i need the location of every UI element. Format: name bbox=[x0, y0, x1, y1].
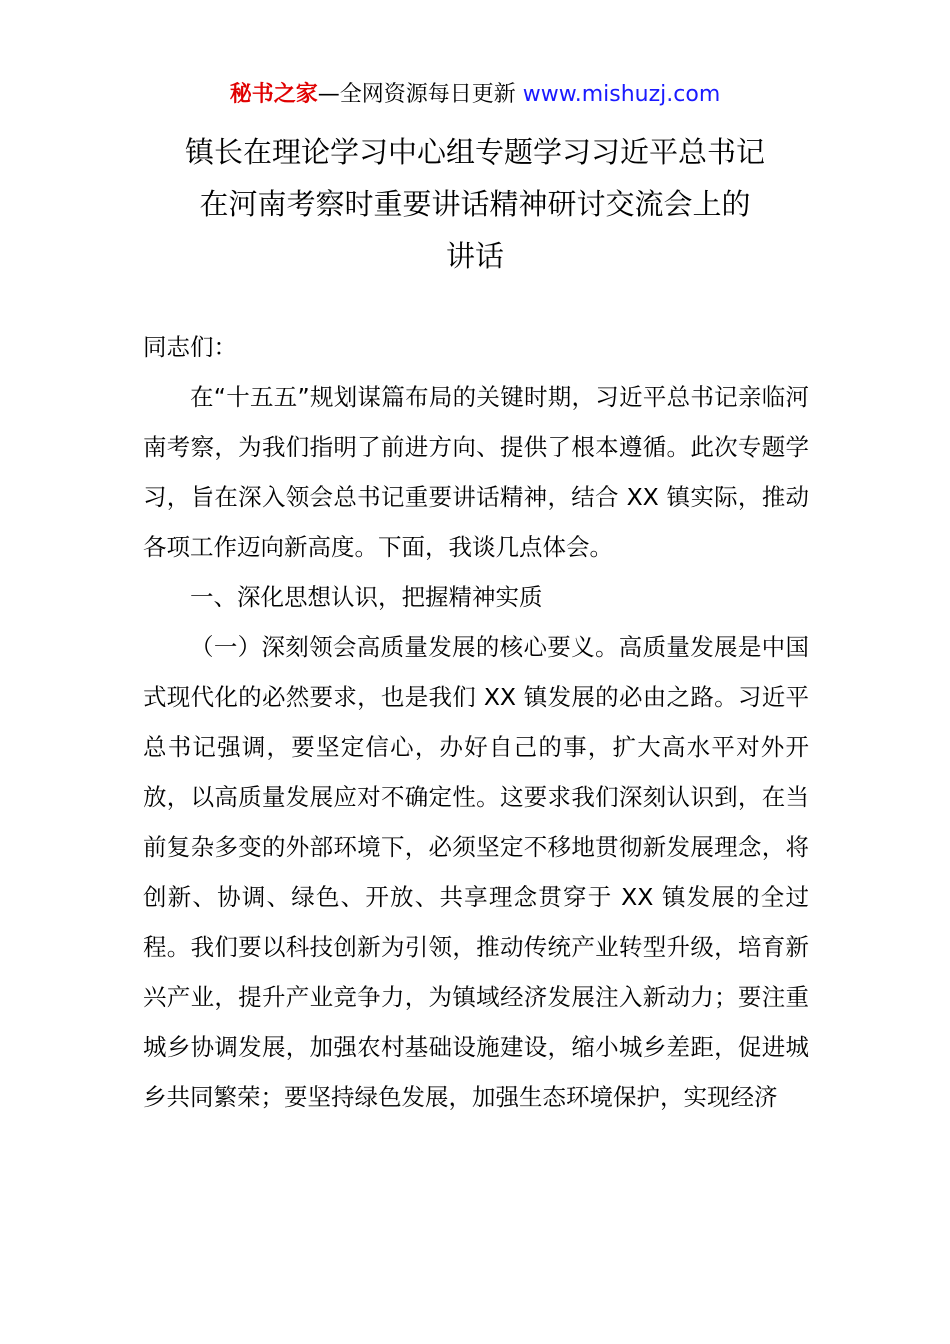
title-line-2: 在河南考察时重要讲话精神研讨交流会上的 bbox=[199, 187, 751, 221]
section-heading: 一、深化思想认识，把握精神实质 bbox=[190, 583, 543, 611]
site-url[interactable]: www.mishuzj.com bbox=[522, 82, 721, 107]
brand-name: 秘书之家 bbox=[229, 82, 318, 107]
intro-paragraph: 在“十五五”规划谋篇布局的关键时期，习近平总书记亲临河南考察，为我们指明了前进方向、提供了根本遵循。此次专题学习，旨在深入领会总书记重要讲话精神，结合 XX 镇实际，推动各项工作迈向新高度。下面，我谈几点体会。 bbox=[143, 383, 809, 561]
title-line-1: 镇长在理论学习中心组专题学习习近平总书记 bbox=[184, 135, 765, 169]
site-header bbox=[0, 78, 950, 112]
header-slogan: —全网资源每日更新 bbox=[317, 82, 523, 107]
document-title bbox=[0, 126, 950, 282]
title-line-3: 讲话 bbox=[445, 239, 504, 273]
salutation: 同志们： bbox=[143, 333, 237, 361]
body-paragraph: （一）深刻领会高质量发展的核心要义。高质量发展是中国式现代化的必然要求，也是我们 XX 镇发展的必由之路。习近平总书记强调，要坚定信心，办好自己的事，扩大高水平对外开放，以高质量发展应对不确定性。这要求我们深刻认识到，在当前复杂多变的外部环境下，必须坚定不移地贯彻新发展理念，将创新、协调、绿色、开放、共享理念贯穿于 XX 镇发展的全过程。我们要以科技创新为引领，推动传统产业转型升级，培育新兴产业，提升产业竞争力，为镇域经济发展注入新动力；要注重城乡协调发展，加强农村基础设施建设，缩小城乡差距，促进城乡共同繁荣；要坚持绿色发展，加强生态环境保护，实现经济 bbox=[143, 633, 809, 1111]
document-body bbox=[143, 322, 809, 1122]
